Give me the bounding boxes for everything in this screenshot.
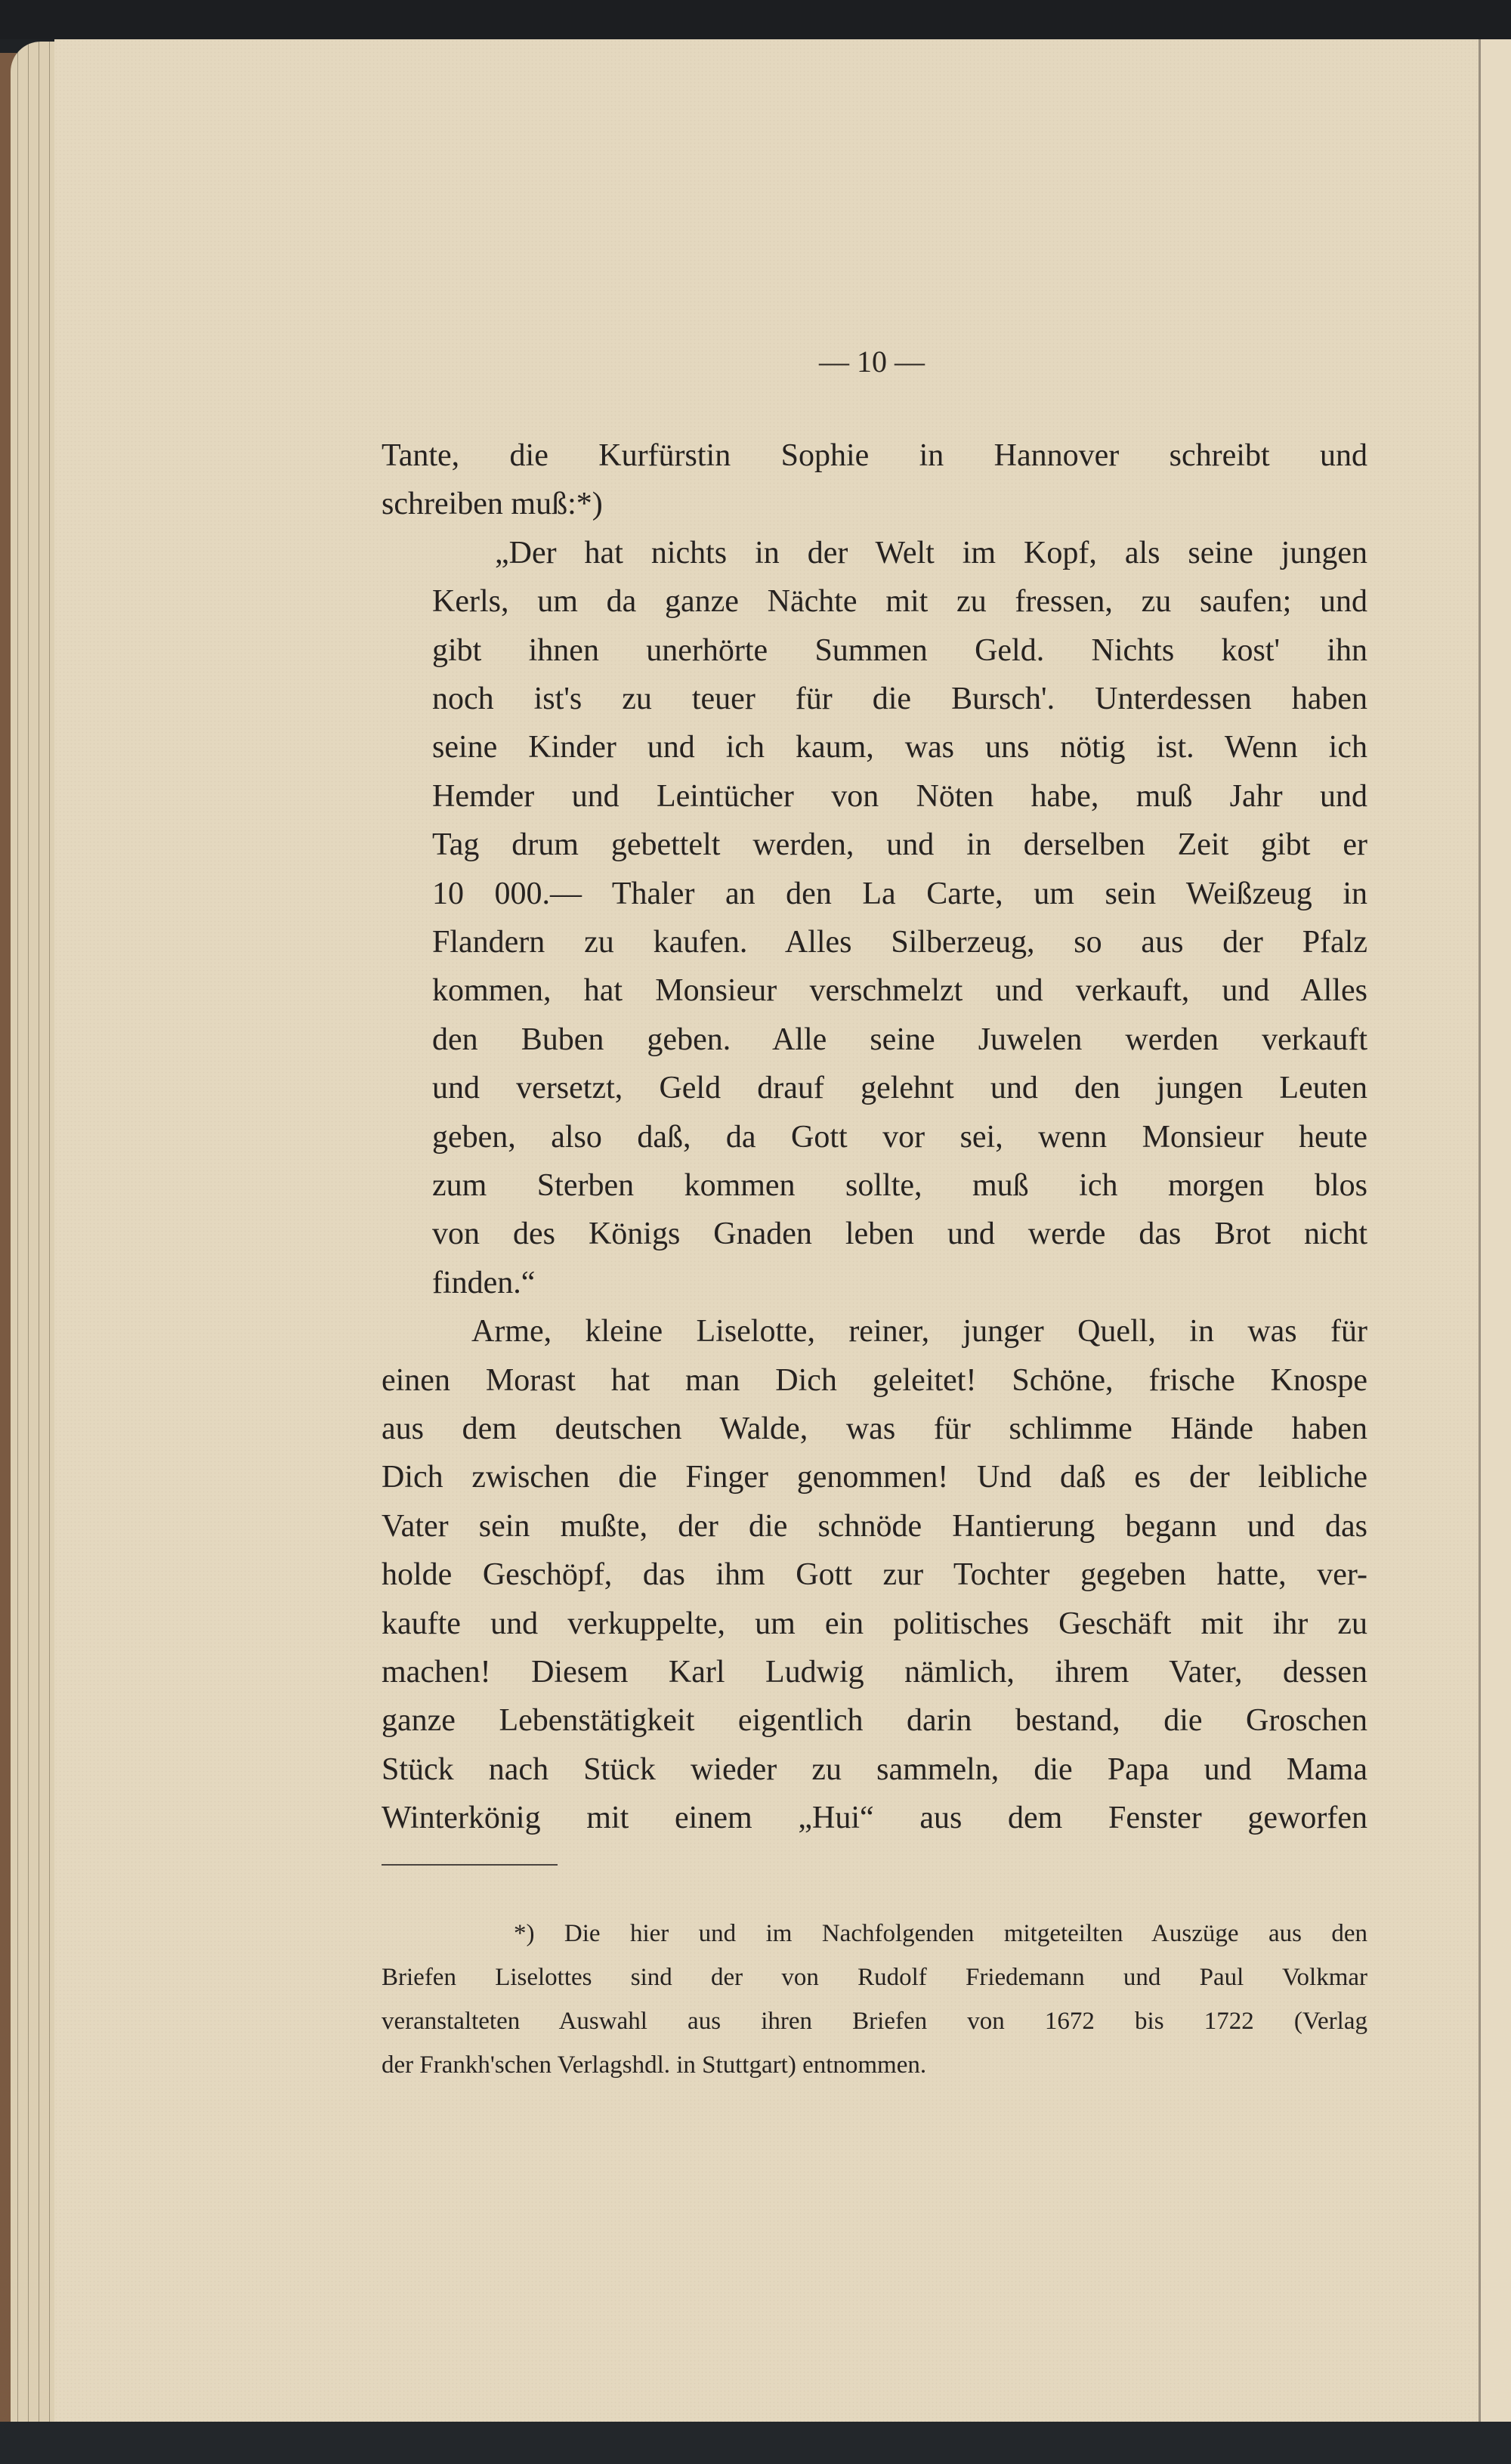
- footnote-line: *) Die hier und im Nachfolgenden mitgeteilten Auszüge aus den: [514, 1920, 1367, 1947]
- text-line: Arme, kleine Liselotte, reiner, junger Quell, in was für: [471, 1314, 1367, 1349]
- text-line: Vater sein mußte, der die schnöde Hantierung begann und das: [382, 1509, 1367, 1544]
- footnote-line: veranstalteten Auswahl aus ihren Briefen von 1672 bis 1722 (Verlag: [382, 2008, 1367, 2035]
- text-line: zum Sterben kommen sollte, muß ich morgen blos: [432, 1168, 1367, 1203]
- footnote-rule: [382, 1864, 558, 1866]
- text-line: kommen, hat Monsieur verschmelzt und verkauft, und Alles: [432, 973, 1367, 1008]
- footnote-line: der Frankh'schen Verlagshdl. in Stuttgart) entnommen.: [382, 2051, 927, 2079]
- text-line: 10 000.— Thaler an den La Carte, um sein Weißzeug in: [432, 876, 1367, 911]
- text-line: Dich zwischen die Finger genommen! Und daß es der leibliche: [382, 1460, 1367, 1495]
- next-page-edge: [1479, 39, 1511, 2422]
- scan-background-bottom: [0, 2422, 1511, 2464]
- text-line: Winterkönig mit einem „Hui“ aus dem Fenster geworfen: [382, 1801, 1367, 1835]
- text-line: Hemder und Leintücher von Nöten habe, muß Jahr und: [432, 779, 1367, 814]
- footnote-line: Briefen Liselottes sind der von Rudolf Friedemann und Paul Volkmar: [382, 1964, 1367, 1991]
- text-line: noch ist's zu teuer für die Bursch'. Unterdessen haben: [432, 682, 1367, 716]
- text-line: seine Kinder und ich kaum, was uns nötig ist. Wenn ich: [432, 730, 1367, 765]
- text-line: kaufte und verkuppelte, um ein politisches Geschäft mit ihr zu: [382, 1606, 1367, 1641]
- text-line: geben, also daß, da Gott vor sei, wenn Monsieur heute: [432, 1120, 1367, 1155]
- text-line: und versetzt, Geld drauf gelehnt und den jungen Leuten: [432, 1071, 1367, 1105]
- text-line: von des Königs Gnaden leben und werde das Brot nicht: [432, 1217, 1367, 1251]
- text-line: Kerls, um da ganze Nächte mit zu fressen, zu saufen; und: [432, 584, 1367, 619]
- text-line: gibt ihnen unerhörte Summen Geld. Nichts kost' ihn: [432, 633, 1367, 668]
- text-line: „Der hat nichts in der Welt im Kopf, als seine jungen: [495, 536, 1367, 570]
- text-line: schreiben muß:*): [382, 487, 603, 521]
- text-line: einen Morast hat man Dich geleitet! Schöne, frische Knospe: [382, 1363, 1367, 1398]
- text-line: finden.“: [432, 1266, 536, 1300]
- text-line: machen! Diesem Karl Ludwig nämlich, ihrem Vater, dessen: [382, 1655, 1367, 1690]
- text-line: ganze Lebenstätigkeit eigentlich darin bestand, die Groschen: [382, 1703, 1367, 1738]
- text-line: Tag drum gebettelt werden, und in derselben Zeit gibt er: [432, 827, 1367, 862]
- text-line: den Buben geben. Alle seine Juwelen werden verkauft: [432, 1022, 1367, 1057]
- text-line: aus dem deutschen Walde, was für schlimme Hände haben: [382, 1411, 1367, 1446]
- text-line: Tante, die Kurfürstin Sophie in Hannover schreibt und: [382, 438, 1367, 473]
- page-number: — 10 —: [819, 345, 925, 379]
- scan-background-top: [0, 0, 1511, 39]
- text-line: Stück nach Stück wieder zu sammeln, die Papa und Mama: [382, 1752, 1367, 1787]
- text-line: Flandern zu kaufen. Alles Silberzeug, so aus der Pfalz: [432, 925, 1367, 960]
- text-line: holde Geschöpf, das ihm Gott zur Tochter gegeben hatte, ver-: [382, 1557, 1367, 1592]
